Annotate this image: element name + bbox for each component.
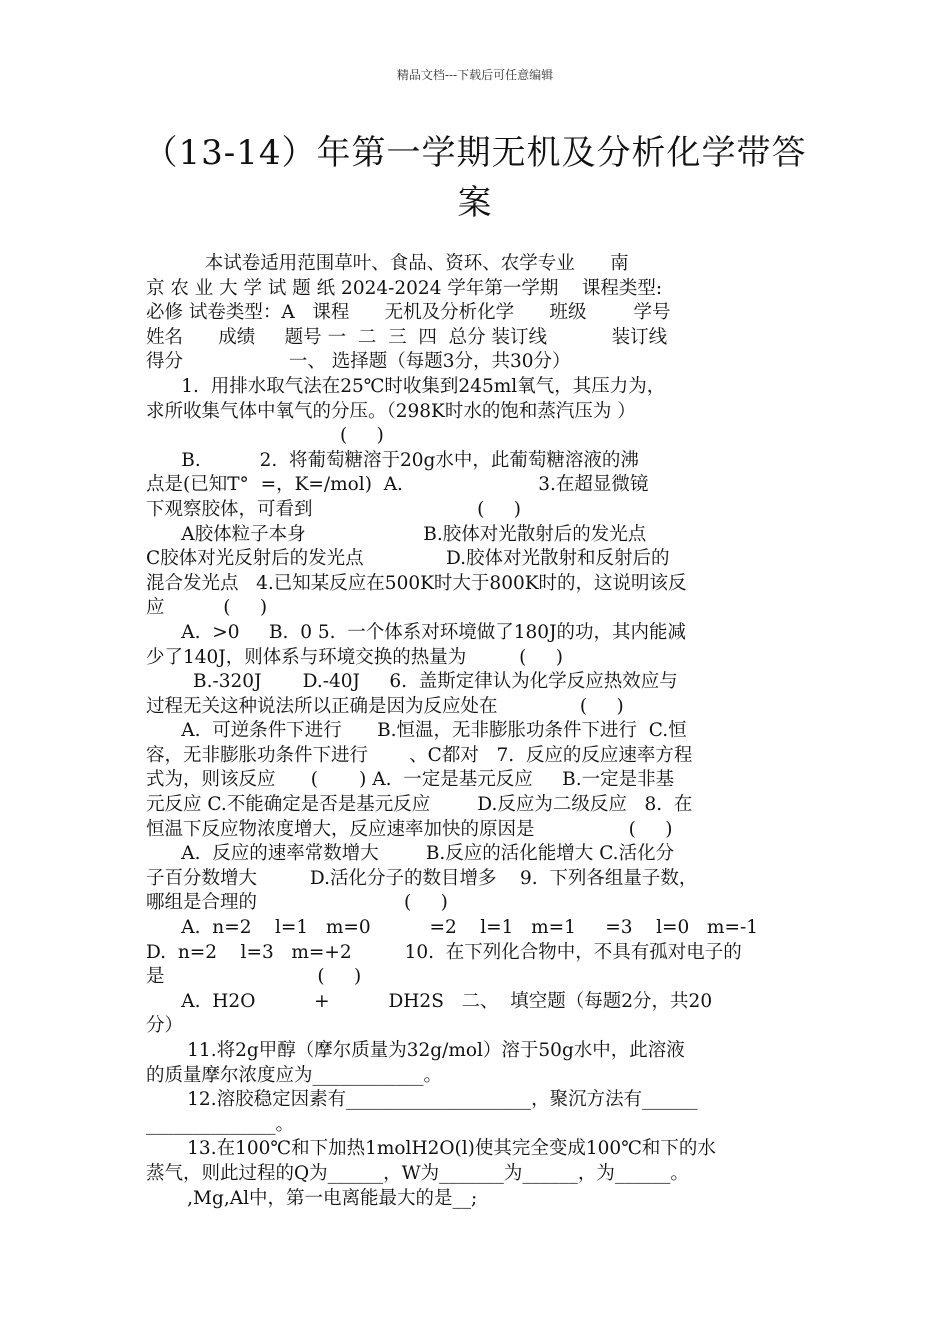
text-line: 少了140J，则体系与环境交换的热量为 ( ) bbox=[146, 646, 563, 668]
text-line: A胶体粒子本身 B.胶体对光散射后的发光点 bbox=[146, 523, 647, 545]
text-line: B.-320J D.-40J 6. 盖斯定律认为化学反应热效应与 bbox=[146, 671, 678, 693]
text-line: 恒温下反应物浓度增大，反应速率加快的原因是 ( ) bbox=[146, 818, 673, 840]
text-line: D. n=2 l=3 m=+2 10. 在下列化合物中，不具有孤对电子的 bbox=[146, 941, 742, 963]
text-line: B. 2. 将葡萄糖溶于20g水中，此葡萄糖溶液的沸 bbox=[146, 449, 639, 471]
exam-body bbox=[146, 252, 806, 1211]
text-line: 1. 用排水取气法在25℃时收集到245ml氧气，其压力为， bbox=[146, 375, 666, 397]
text-line: A. 反应的速率常数增大 B.反应的活化能增大 C.活化分 bbox=[146, 843, 675, 865]
text-line: 是 ( ) bbox=[146, 966, 362, 988]
text-line: 蒸气，则此过程的Q为______，W为_______为______，为______。 bbox=[146, 1162, 689, 1184]
text-line: 容，无非膨胀功条件下进行 、C都对 7. 反应的反应速率方程 bbox=[146, 744, 693, 766]
text-line: 元反应 C.不能确定是否是基元反应 D.反应为二级反应 8. 在 bbox=[146, 794, 693, 816]
text-line: 必修 试卷类型：A 课程 无机及分析化学 班级 学号 bbox=[146, 302, 671, 324]
text-line: 本试卷适用范围草叶、食品、资环、农学专业 南 bbox=[146, 253, 629, 274]
text-line: 哪组是合理的 ( ) bbox=[146, 892, 448, 914]
text-line: 11.将2g甲醇（摩尔质量为32g/mol）溶于50g水中，此溶液 bbox=[146, 1040, 685, 1061]
text-line: A. >0 B. 0 5. 一个体系对环境做了180J的功，其内能减 bbox=[146, 621, 686, 643]
text-line: 应 ( ) bbox=[146, 597, 268, 619]
text-line: ( ) bbox=[146, 425, 384, 447]
text-line: 下观察胶体，可看到 ( ) bbox=[146, 498, 521, 520]
text-line: A. H2O + DH2S 二、 填空题（每题2分，共20 bbox=[146, 990, 713, 1012]
text-line: C胶体对光反射后的发光点 D.胶体对光散射和反射后的 bbox=[146, 548, 670, 570]
text-line: 过程无关这种说法所以正确是因为反应处在 ( ) bbox=[146, 695, 624, 717]
text-line: 混合发光点 4.已知某反应在500K时大于800K时的，这说明该反 bbox=[146, 572, 687, 594]
text-line: 13.在100℃和下加热1molH2O(l)使其完全变成100℃和下的水 bbox=[146, 1138, 716, 1160]
text-line: 分） bbox=[146, 1015, 184, 1037]
text-line: A. 可逆条件下进行 B.恒温，无非膨胀功条件下进行 C.恒 bbox=[146, 720, 687, 742]
text-line: 得分 一、 选择题（每题3分，共30分） bbox=[146, 351, 571, 373]
text-line: 点是(已知T° =，K=/mol) A. 3.在超显微镜 bbox=[146, 474, 649, 496]
text-line: ______________。 bbox=[146, 1113, 295, 1135]
text-line: ,Mg,Al中，第一电离能最大的是__; bbox=[146, 1187, 478, 1209]
text-line: 子百分数增大 D.活化分子的数目增多 9. 下列各组量子数， bbox=[146, 867, 698, 889]
document-title: （13-14）年第一学期无机及分析化学带答案 bbox=[143, 133, 807, 223]
text-line: A. n=2 l=1 m=0 =2 l=1 m=1 =3 l=0 m=-1 bbox=[146, 917, 758, 939]
text-line: 求所收集气体中氧气的分压。（298K时水的饱和蒸汽压为 ） bbox=[146, 400, 636, 422]
text-line: 京 农 业 大 学 试 题 纸 2024-2024 学年第一学期 课程类型: bbox=[146, 277, 663, 299]
text-line: 12.溶胶稳定因素有____________________，聚沉方法有______ bbox=[146, 1089, 698, 1111]
text-line: 式为，则该反应 ( ) A. 一定是基元反应 B.一定是非基 bbox=[146, 769, 675, 791]
header-note: 精品文档---下载后可任意编辑 bbox=[396, 68, 554, 82]
text-line: 的质量摩尔浓度应为____________。 bbox=[146, 1064, 443, 1086]
text-line: 姓名 成绩 题号 一 二 三 四 总分 装订线 装订线 bbox=[146, 326, 668, 348]
